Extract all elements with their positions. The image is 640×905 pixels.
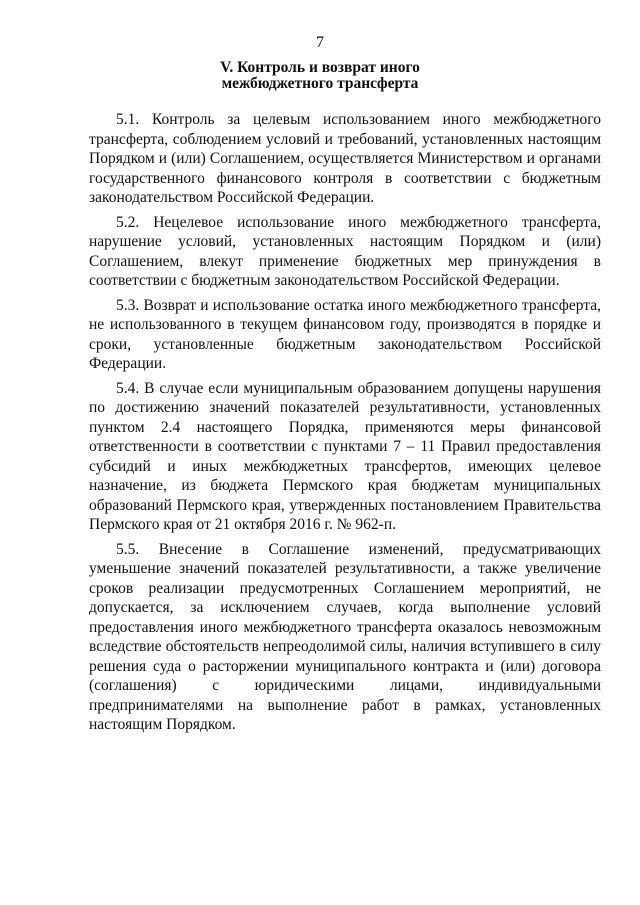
section-body [89,110,601,740]
paragraph-5-3: 5.3. Возврат и использование остатка иного межбюджетного трансферта, не использованного в текущем финансовом году, производятся в порядке и сроки, установленные бюджетным законодательством Российской Федерации. [89,296,601,372]
section-heading [0,60,640,92]
paragraph-5-1: 5.1. Контроль за целевым использованием иного межбюджетного трансферта, соблюдением условий и требований, установленных настоящим Порядком и (или) Соглашением, осуществляется Министерством и органами государственного финансового контроля в соответствии с бюджетным законодательством Российской Федерации. [89,111,601,206]
page-number: 7 [316,34,324,51]
paragraph-5-2: 5.2. Нецелевое использование иного межбюджетного трансферта, нарушение условий, установленных настоящим Порядком и (или) Соглашением, влекут применение бюджетных мер принуждения в соответствии с бюджетным законодательством Российской Федерации. [89,213,601,289]
paragraph-5-5: 5.5. Внесение в Соглашение изменений, предусматривающих уменьшение значений показателей результативности, а также увеличение сроков реализации предусмотренных Соглашением мероприятий, не допускается, за исключением случаев, когда выполнение условий предоставления иного межбюджетного трансферта оказалось невозможным вследствие обстоятельств непреодолимой силы, наличия вступившего в силу решения суда о расторжении муниципального контракта и (или) договора (соглашения) с юридическими лицами, индивидуальными предпринимателями на выполнение работ в рамках, установленных настоящим Порядком. [89,540,601,733]
paragraph-5-4: 5.4. В случае если муниципальным образованием допущены нарушения по достижению значений показателей результативности, установленных пунктом 2.4 настоящего Порядка, применяются меры финансовой ответственности в соответствии с пунктами 7 – 11 Правил предоставления субсидий и иных межбюджетных трансфертов, имеющих целевое назначение, из бюджета Пермского края бюджетам муниципальных образований Пермского края, утвержденных постановлением Правительства Пермского края от 21 октября 2016 г. № 962-п. [89,379,601,533]
section-heading-line-2: межбюджетного трансферта [221,75,419,92]
section-heading-line-1: V. Контроль и возврат иного [220,59,420,76]
